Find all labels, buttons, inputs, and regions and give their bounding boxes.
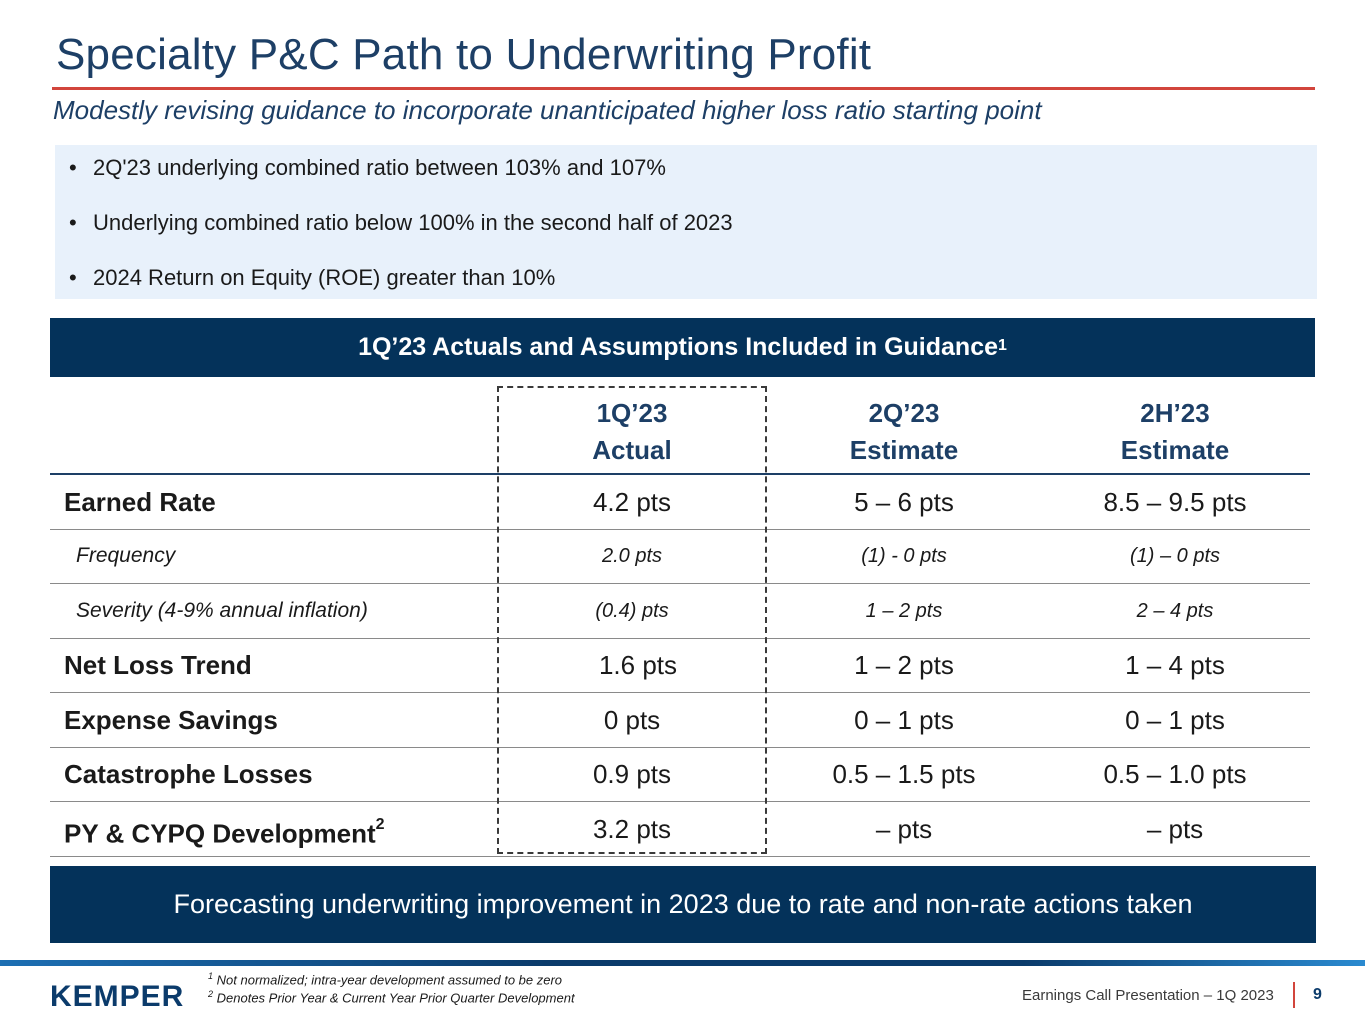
footnote-text: Denotes Prior Year & Current Year Prior Quarter Development bbox=[216, 990, 575, 1006]
cell-1q23: 4.2 pts bbox=[592, 487, 672, 517]
bullet-item bbox=[69, 155, 666, 181]
presentation-name: Earnings Call Presentation – 1Q 2023 bbox=[1022, 987, 1274, 1004]
cell-1q23: 0.9 pts bbox=[592, 759, 672, 789]
cell-1q23: 2.0 pts bbox=[601, 545, 663, 567]
cell-2h23: – pts bbox=[1146, 814, 1204, 844]
cell-2h23: 1 – 4 pts bbox=[1125, 650, 1225, 680]
page-title: Specialty P&C Path to Underwriting Profit bbox=[56, 30, 872, 79]
column-header-line2: Actual bbox=[592, 435, 672, 465]
cell-1q23: 1.6 pts bbox=[598, 650, 678, 680]
bullet-item bbox=[69, 210, 733, 236]
footer-separator bbox=[1293, 982, 1295, 1008]
conclusion-banner: Forecasting underwriting improvement in 2023 due to rate and non-rate actions taken bbox=[50, 866, 1316, 943]
cell-2q23: 0 – 1 pts bbox=[854, 705, 954, 735]
cell-2q23: 1 – 2 pts bbox=[865, 600, 943, 622]
title-underline bbox=[52, 87, 1315, 90]
cell-1q23: 3.2 pts bbox=[592, 814, 672, 844]
bullet-item bbox=[69, 265, 555, 291]
column-header-line1: 1Q’23 bbox=[596, 398, 668, 428]
table-header-footnote-marker: 1 bbox=[998, 336, 1007, 354]
row-footnote-marker: 2 bbox=[375, 816, 385, 833]
table-header-bar bbox=[50, 318, 1315, 377]
column-header-2q23 bbox=[769, 395, 1039, 469]
column-header-line1: 2H’23 bbox=[1140, 398, 1210, 428]
bullet-text: Underlying combined ratio below 100% in the second half of 2023 bbox=[93, 210, 733, 235]
cell-2q23: 0.5 – 1.5 pts bbox=[832, 759, 976, 789]
cell-2h23: 0.5 – 1.0 pts bbox=[1103, 759, 1247, 789]
column-header-line2: Estimate bbox=[1120, 435, 1230, 465]
row-label: Severity (4-9% annual inflation) bbox=[76, 599, 368, 622]
page-number: 9 bbox=[1313, 986, 1322, 1003]
cell-2q23: – pts bbox=[875, 814, 933, 844]
bullet-text: 2Q'23 underlying combined ratio between 103% and 107% bbox=[93, 155, 666, 180]
actual-column-highlight bbox=[497, 386, 767, 854]
cell-2q23: 1 – 2 pts bbox=[854, 650, 954, 680]
column-header-2h23 bbox=[1040, 395, 1310, 469]
cell-1q23: (0.4) pts bbox=[595, 600, 669, 622]
cell-2q23: (1) - 0 pts bbox=[861, 545, 947, 567]
cell-2h23: 2 – 4 pts bbox=[1136, 600, 1214, 622]
cell-2h23: 0 – 1 pts bbox=[1125, 705, 1225, 735]
footnote-1 bbox=[208, 971, 562, 987]
row-label: Earned Rate bbox=[64, 487, 216, 517]
page-subtitle: Modestly revising guidance to incorporate unanticipated higher loss ratio starting point bbox=[53, 95, 1042, 125]
row-label: Frequency bbox=[76, 544, 176, 567]
bullet-glyph: • bbox=[69, 155, 77, 180]
cell-2h23: (1) – 0 pts bbox=[1129, 545, 1221, 567]
kemper-logo: KEMPER bbox=[50, 980, 185, 1013]
row-label-text: PY & CYPQ Development bbox=[64, 818, 376, 849]
bullet-glyph: • bbox=[69, 265, 77, 290]
bullet-glyph: • bbox=[69, 210, 77, 235]
cell-2q23: 5 – 6 pts bbox=[854, 487, 954, 517]
footnote-marker: 1 bbox=[208, 971, 214, 981]
cell-1q23: 0 pts bbox=[603, 705, 661, 735]
footnote-text: Not normalized; intra-year development assumed to be zero bbox=[216, 972, 563, 988]
row-label: Catastrophe Losses bbox=[64, 759, 313, 789]
footnote-2 bbox=[208, 989, 575, 1005]
column-header-line1: 2Q’23 bbox=[868, 398, 940, 428]
table-header-text: 1Q’23 Actuals and Assumptions Included in Guidance bbox=[358, 333, 999, 361]
guidance-bullet-box bbox=[55, 145, 1317, 299]
bullet-text: 2024 Return on Equity (ROE) greater than 10% bbox=[93, 265, 556, 290]
cell-2h23: 8.5 – 9.5 pts bbox=[1103, 487, 1247, 517]
row-label: Net Loss Trend bbox=[64, 650, 252, 680]
footnote-marker: 2 bbox=[208, 989, 214, 999]
column-header-line2: Estimate bbox=[849, 435, 959, 465]
row-label: Expense Savings bbox=[64, 705, 278, 735]
row-label bbox=[64, 802, 385, 856]
footer-band bbox=[0, 960, 1365, 966]
